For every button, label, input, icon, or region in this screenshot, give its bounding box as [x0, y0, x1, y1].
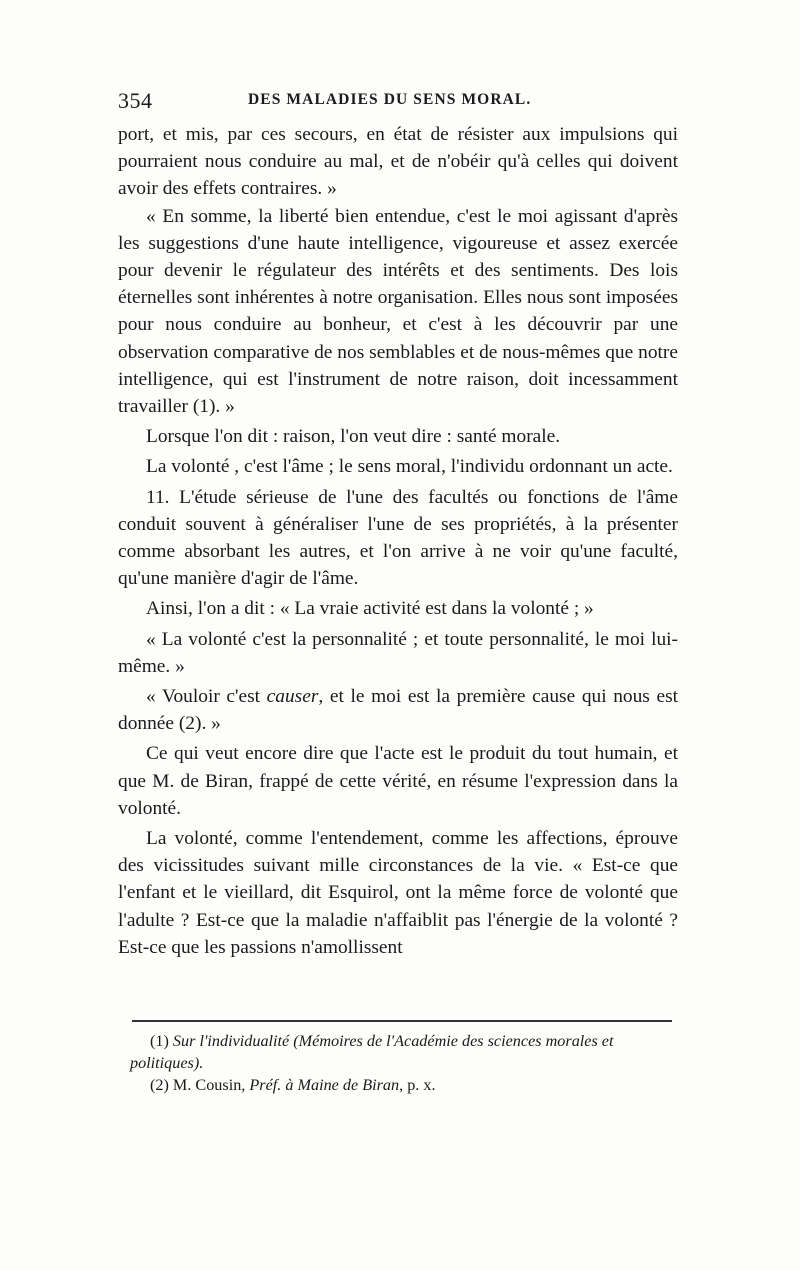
running-head: DES MALADIES DU SENS MORAL. — [248, 91, 532, 108]
paragraph: « En somme, la liberté bien entendue, c'est le moi agissant d'après les suggestions d'une haute intelligence, vigoureuse et assez exercée pour devenir le régulateur des intérêts et des sentiments. Des lois éternelles sont inhérentes à notre organisation. Elles nous sont imposées pour nous conduire au bonheur, et c'est à les découvrir par une observation comparative de nos semblables et de nous-mêmes que notre intelligence, qui est l'instrument de notre raison, doit incessamment travailler (1). » — [118, 205, 678, 418]
paragraph: « La volonté c'est la personnalité ; et toute personnalité, le moi lui-même. » — [118, 628, 678, 677]
paragraph: 11. L'étude sérieuse de l'une des facultés ou fonctions de l'âme conduit souvent à généraliser l'une de ses propriétés, à la présenter comme absorbant les autres, et l'on arrive à ne voir qu'une faculté, qu'une manière d'agir de l'âme. — [118, 486, 678, 590]
footnote — [130, 1030, 678, 1074]
text-run: , et le moi est la première cause qui nous est donnée (2). » — [118, 686, 679, 735]
paragraph: La volonté , c'est l'âme ; le sens moral, l'individu ordonnant un acte. — [146, 456, 673, 478]
footnote — [130, 1074, 678, 1096]
text-run: « Vouloir c'est — [146, 686, 267, 708]
page-header — [118, 88, 678, 118]
paragraph: Lorsque l'on dit : raison, l'on veut dire : santé morale. — [146, 426, 561, 448]
italic-text: Préf. à Maine de Biran — [249, 1076, 400, 1094]
body-text — [118, 121, 678, 961]
paragraph — [118, 683, 678, 737]
footnote-divider — [132, 1020, 672, 1022]
footnote-marker: (2) M. Cousin, — [150, 1076, 250, 1094]
paragraph: port, et mis, par ces secours, en état de résister aux impulsions qui pourraient nous conduire au mal, et de n'obéir qu'à celles qui doivent avoir des effets contraires. » — [118, 124, 678, 200]
paragraph: Ainsi, l'on a dit : « La vraie activité est dans la volonté ; » — [146, 598, 594, 620]
paragraph: La volonté, comme l'entendement, comme les affections, éprouve des vicissitudes suivant mille circonstances de la vie. « Est-ce que l'enfant et le vieillard, dit Esquirol, ont la même force de volonté que l'adulte ? Est-ce que la maladie n'affaiblit pas l'énergie de la volonté ? Est-ce que les passions n'amollissent — [118, 828, 678, 958]
footnote-marker: (1) — [150, 1032, 173, 1050]
page-number: 354 — [118, 88, 153, 113]
italic-text: Sur l'individualité (Mémoires de l'Académie des sciences morales et politiques). — [130, 1032, 614, 1072]
paragraph: Ce qui veut encore dire que l'acte est le produit du tout humain, et que M. de Biran, frappé de cette vérité, en résume l'expression dans la volonté. — [118, 743, 678, 819]
footnotes — [130, 1030, 678, 1096]
italic-text: causer — [266, 686, 319, 708]
text-run: , p. x. — [399, 1076, 436, 1094]
